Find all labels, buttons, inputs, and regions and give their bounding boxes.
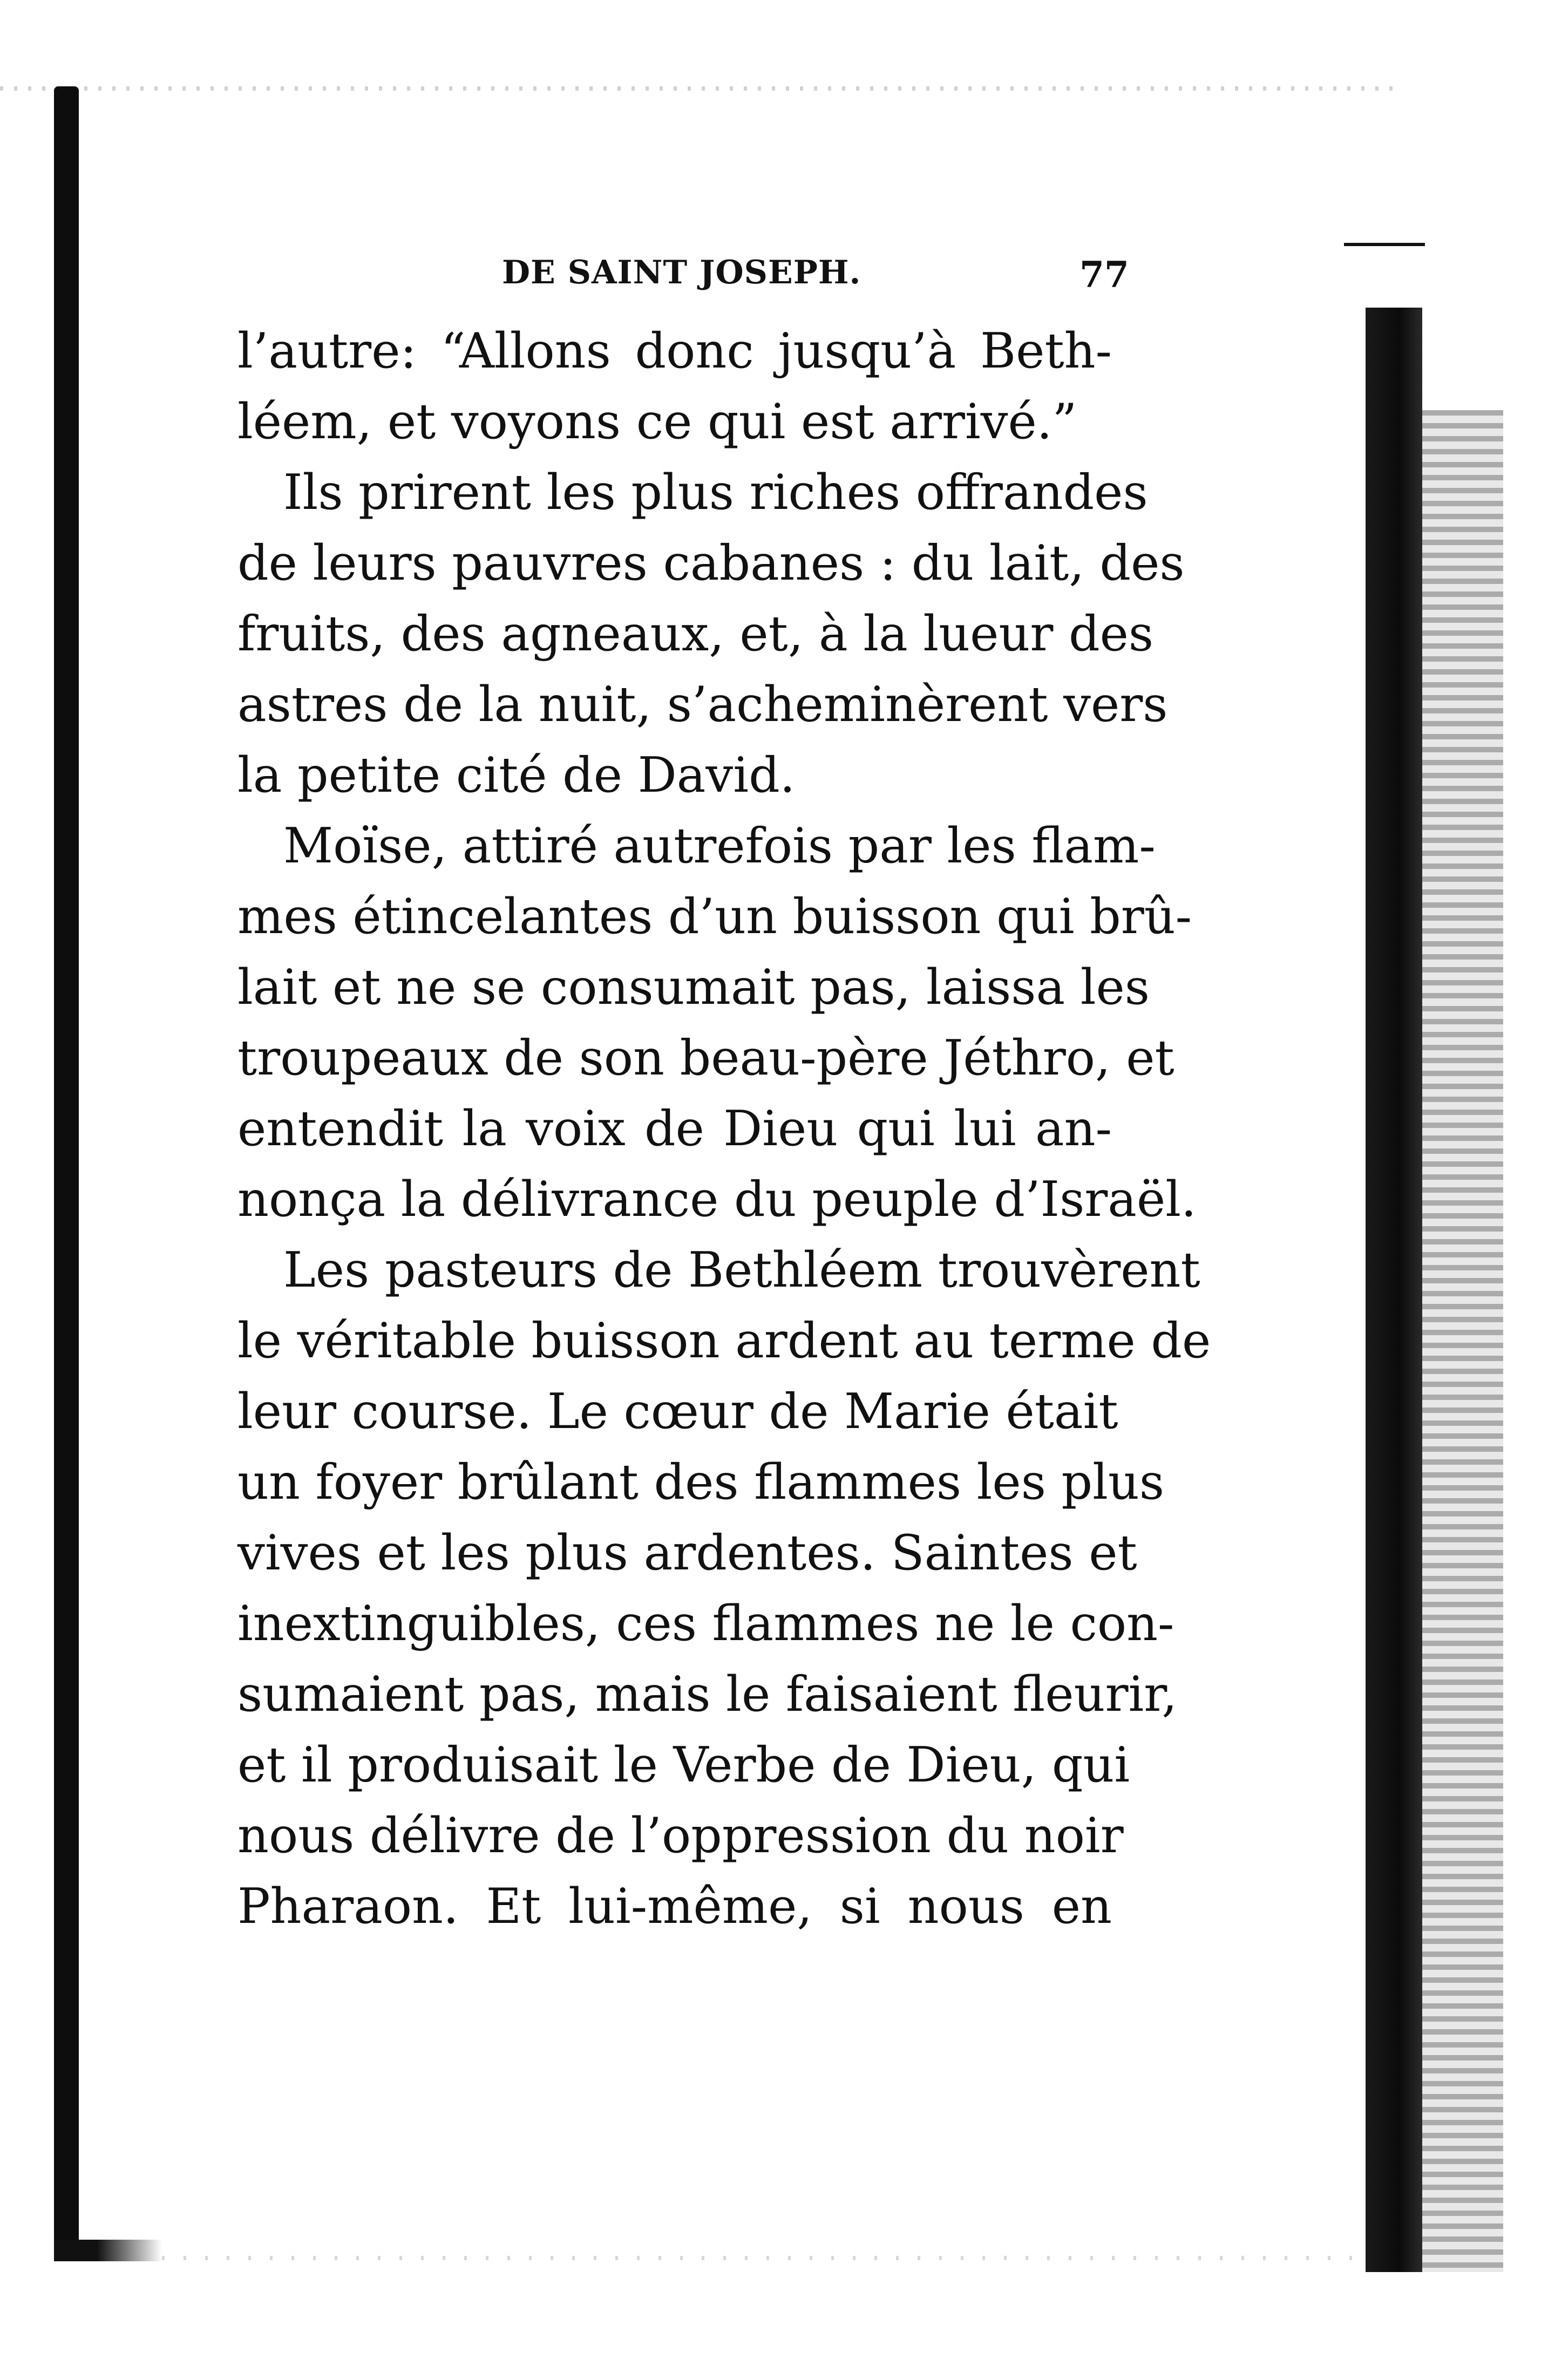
page-edge-rule	[1344, 243, 1425, 246]
text-line: nonça la délivrance du peuple d’Israël.	[237, 1171, 1197, 1228]
scan-speckle-top	[0, 86, 1403, 91]
text-line: Pharaon. Et lui-même, si nous en	[237, 1878, 1112, 1935]
text-line: lait et ne se consumait pas, laissa les	[237, 959, 1150, 1016]
page-edge-shadow-right	[1366, 308, 1422, 2272]
text-line: et il produisait le Verbe de Dieu, qui	[237, 1737, 1130, 1793]
page-edge-texture	[1422, 410, 1503, 2272]
running-title: DE SAINT JOSEPH.	[502, 254, 861, 291]
text-line: troupeaux de son beau-père Jéthro, et	[237, 1030, 1174, 1086]
text-line: vives et les plus ardentes. Saintes et	[237, 1525, 1137, 1581]
text-line: Moïse, attiré autrefois par les flam-	[283, 818, 1156, 874]
text-line: de leurs pauvres cabanes : du lait, des	[237, 535, 1185, 591]
text-line: un foyer brûlant des flammes les plus	[237, 1454, 1165, 1511]
page-number: 77	[1079, 254, 1129, 296]
text-line: inextinguibles, ces flammes ne le con-	[237, 1595, 1174, 1652]
text-line: leur course. Le cœur de Marie était	[237, 1383, 1118, 1440]
scan-speckle-bottom	[162, 2256, 1403, 2260]
text-line: nous délivre de l’oppression du noir	[237, 1807, 1124, 1864]
binding-shadow-left	[54, 86, 79, 2261]
text-line: astres de la nuit, s’acheminèrent vers	[237, 676, 1168, 733]
text-line: entendit la voix de Dieu qui lui an-	[237, 1100, 1112, 1157]
text-line: léem, et voyons ce qui est arrivé.”	[237, 393, 1077, 450]
text-line: l’autre: “Allons donc jusqu’à Beth-	[237, 323, 1112, 379]
text-line: sumaient pas, mais le faisaient fleurir,	[237, 1666, 1178, 1723]
binding-shadow-foot	[54, 2240, 162, 2261]
text-line: mes étincelantes d’un buisson qui brû-	[237, 888, 1192, 945]
text-line: fruits, des agneaux, et, à la lueur des	[237, 606, 1154, 662]
text-line: Ils prirent les plus riches offrandes	[283, 464, 1148, 521]
text-line: le véritable buisson ardent au terme de	[237, 1313, 1211, 1369]
text-line: Les pasteurs de Bethléem trouvèrent	[283, 1242, 1200, 1298]
body-text	[237, 316, 1211, 1942]
text-line: la petite cité de David.	[237, 747, 796, 804]
